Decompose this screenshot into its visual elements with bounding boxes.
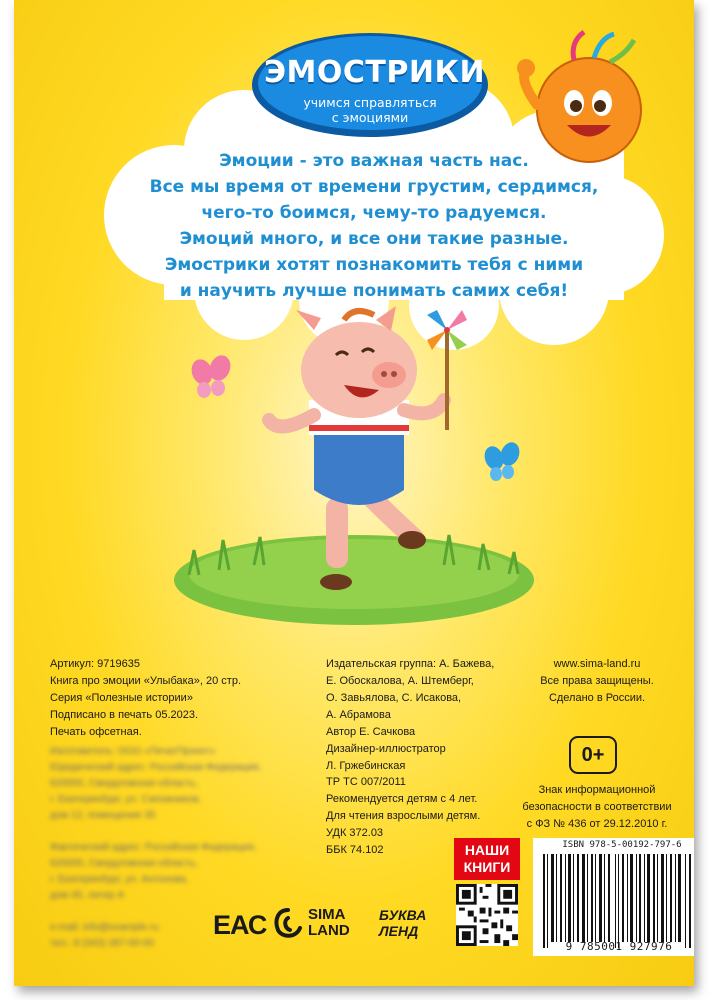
barcode-number: 9 785001 927976 [565,940,673,953]
imprint-line: г. Екатеринбург, ул. Антонова, [50,874,189,885]
eac-logo: ЕАС [213,910,267,940]
imprint-line: УДК 372.03 [326,827,384,839]
bukva-line: ЛЕНД [379,923,419,939]
butterfly-pink-icon [188,352,234,398]
imprint-line: Книга про эмоции «Улыбака», 20 стр. [50,675,242,687]
imprint-line: Изготовитель: ООО «ПечатПроект» [50,746,216,757]
nashi-line: КНИГИ [463,859,511,875]
cloud-text-line: и научить лучше понимать самих себя! [179,281,569,301]
cloud-text-line: Эмоций много, и все они такие разные. [179,229,569,249]
series-subtitle-line1: учимся справляться [303,95,437,110]
imprint-line: e-mail: info@example.ru [50,922,159,933]
sima-land-logo [308,907,350,939]
cloud-text [134,148,614,304]
imprint-line: дом 12, помещение 35 [50,810,156,821]
imprint-line: Е. Обоскалова, А. Штемберг, [326,675,474,687]
safety-line: с ФЗ № 436 от 29.12.2010 г. [526,818,668,830]
imprint-middle [326,656,494,775]
imprint-line: Дизайнер-иллюстратор [326,743,446,755]
cloud-text-line: Эмострики хотят познакомить тебя с ними [164,255,584,275]
imprint-line: г. Екатеринбург, ул. Сапожников, [50,794,202,805]
safety-notice [512,782,682,833]
series-subtitle [264,95,476,125]
imprint-line: Рекомендуется детям с 4 лет. [326,793,478,805]
butterfly-blue-icon [481,440,522,481]
imprint-line: Издательская группа: А. Бажева, [326,658,495,670]
imprint-line: А. Абрамова [326,709,391,721]
bukva-line: БУКВА [379,907,427,923]
imprint-line: Автор Е. Сачкова [326,726,416,738]
series-subtitle-line2: с эмоциями [331,110,409,125]
imprint-line [50,824,261,840]
imprint-line: Фактический адрес: Российская Федерация, [50,842,257,853]
sima-land-mark-icon [272,906,304,942]
imprint-line: тел.: 8 (343) 287-00-00 [50,938,154,949]
series-title: ЭМОСТРИКИ [264,55,486,90]
qr-code-icon[interactable] [456,884,518,946]
imprint-line: Артикул: 9719635 [50,658,140,670]
imprint-line: Серия «Полезные истории» [50,692,193,704]
imprint-line: Юридический адрес: Российская Федерация, [50,762,262,773]
meadow [174,535,534,625]
bukva-lend-logo [379,907,426,939]
nashi-line: НАШИ [464,842,510,858]
age-rating-badge: 0+ [569,736,617,774]
imprint-line: ТР ТС 007/2011 [326,776,406,788]
imprint-line: ББК 74.102 [326,844,384,856]
imprint-line: Печать офсетная. [50,726,142,738]
sima-line: SIMA [308,906,346,923]
cloud-text-line: Все мы время от времени грустим, сердимся, [149,177,599,197]
imprint-line: Подписано в печать 05.2023. [50,709,199,721]
imprint-line: О. Завьялова, С. Исакова, [326,692,462,704]
imprint-left [50,656,241,741]
imprint-line: Для чтения взрослыми детям. [326,810,481,822]
imprint-line: дом 45, литер А [50,890,125,901]
safety-line: Знак информационной [538,784,656,796]
imprint-line: Все права защищены. [540,675,654,687]
imprint-line: Сделано в России. [548,692,646,704]
nashi-knigi-badge [454,838,520,880]
imprint-right [522,656,672,707]
imprint-line: Л. Гржебинская [326,760,406,772]
cloud-text-line: чего-то боимся, чему-то радуемся. [201,203,547,223]
barcode-icon [533,838,694,956]
sima-line: LAND [308,922,350,939]
safety-line: безопасности в соответствии [522,801,672,813]
imprint-line: 620000, Свердловская область, [50,858,198,869]
website-link[interactable]: www.sima-land.ru [553,658,641,670]
isbn-text: ISBN 978-5-00192-797-6 [562,840,682,850]
back-cover [14,0,694,986]
imprint-line: 620000, Свердловская область, [50,778,198,789]
cloud-text-line: Эмоции - это важная часть нас. [219,151,529,171]
